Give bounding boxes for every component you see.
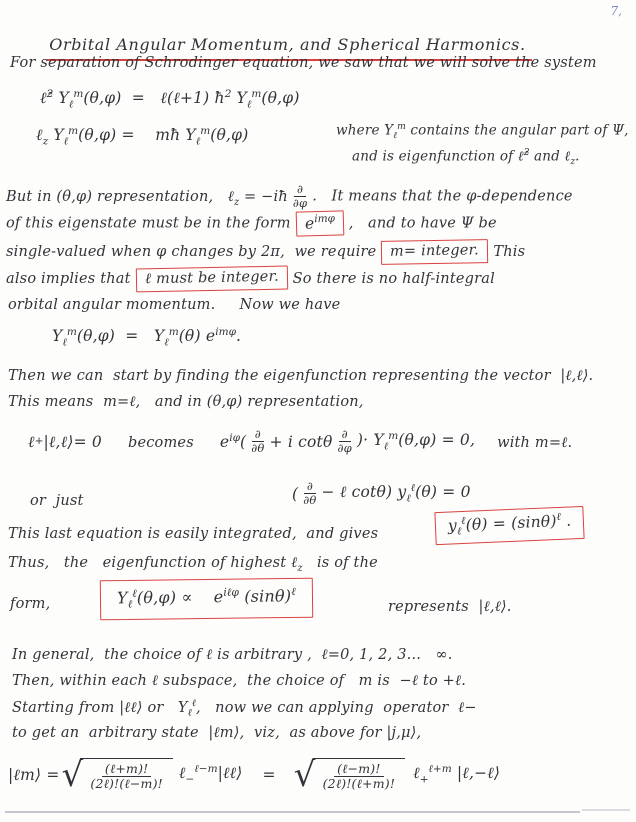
highlight-box-sin-theta: $y_\ell^\ell(\theta) = (\sin\theta)^\ell$ . [434,506,585,545]
sqrt-term-2 [293,754,405,795]
fraction-numerator: (ℓ+m)! [102,762,152,777]
sqrt-term-1 [61,754,173,795]
fraction-numerator: (ℓ−m)! [334,762,384,777]
text-segment: $e^{i\varphi}$( [219,431,247,451]
para-phi-dependence-line-5: orbital angular momentum. Now we have [8,297,341,313]
text-segment: also implies that [6,270,131,287]
highlight-box-highest-eigenfunction-wrap [95,579,318,619]
eq-l-z-note-2: and is eigenfunction of ℓ̂$^2$ and ℓ$_z$. [352,147,580,168]
text-segment: )· $Y_\ell^m(\theta,\varphi) = 0$, [356,429,476,452]
text-segment: ( [292,484,299,503]
scan-edge-line-right [582,809,630,811]
para-general-line-1: In general, the choice of ℓ is arbitrary , ℓ=0, 1, 2, 3... ∞. [12,647,453,663]
para-eigenvector-line-2: This means m=ℓ, and in (θ,φ) representation, [8,394,364,410]
fraction-denominator: ∂φ [292,196,308,211]
para-phi-dependence-line-2 [6,211,497,236]
fraction-denominator: (2ℓ)!(ℓ+m)! [322,776,396,792]
page-title: Orbital Angular Momentum, and Spherical Harmonics. [47,35,531,61]
text-segment: This [493,243,526,260]
fraction-numerator: ∂ [252,428,264,442]
para-phi-dependence-line-4 [6,267,495,291]
line-represents-ket: represents |ℓ,ℓ⟩. [388,599,512,615]
text-segment: So there is no half-integral [292,270,495,287]
text-segment: of this eigenstate must be in the form [6,215,291,232]
eq-final-op1: ℓ$_-^{\ell-m}$|ℓℓ⟩ [178,762,243,786]
fraction-numerator: ∂ [304,480,316,494]
eq-raising-row [28,428,572,455]
highlight-box-e-imphi: $e^{im\varphi}$ [295,210,344,237]
eq-raising-operator [220,428,475,455]
text-segment: , and to have Ψ be [348,215,497,232]
text-segment: . It means that the φ-dependence [312,188,573,205]
word-becomes: becomes [127,434,194,451]
intro-line: For separation of Schrodinger equation, we saw that we will solve the system [10,55,597,71]
text-segment: − ℓ cotθ) $y_\ell^\ell(\theta) = 0$ [321,481,471,504]
text-segment: single-valued when φ changes by 2π, we require [6,243,377,260]
eq-separated-form: $Y_\ell^m(\theta,\varphi) = Y_\ell^m(\theta)$ $e^{im\varphi}$. [52,326,242,349]
text-segment: + i cotθ [269,432,333,451]
page-number: 7, [610,4,622,18]
text-segment: But in (θ,φ) representation, ℓ$_z$ = −iħ [6,188,288,208]
eq-final-op2: ℓ$_+^{\ell+m}$ |ℓ,−ℓ⟩ [413,762,501,786]
highlight-box-l-integer: ℓ must be integer. [135,266,287,293]
fraction-denominator: ∂θ [303,493,317,508]
radical-sign: √ [293,754,316,795]
fraction-denominator: ∂θ [251,441,265,456]
factorial-fraction-1 [87,762,165,792]
para-general-line-4: to get an arbitrary state |ℓm⟩, viz, as above for |j,μ⟩, [12,725,422,741]
highlight-box-highest-eigenfunction: $Y_\ell^\ell(\theta,\varphi)$ ∝ $e^{i\ell\varphi}$ $(\sin\theta)^\ell$ [100,578,313,620]
condition-with-m-equals-l: with m=ℓ. [497,434,573,451]
para-phi-dependence-line-3 [6,240,525,264]
eq-final-lhs: |ℓm⟩ = [8,765,60,784]
para-eigenvector-line-1: Then we can start by finding the eigenfunction representing the vector |ℓ,ℓ⟩. [8,368,594,384]
scan-edge-line [5,811,580,813]
fraction-numerator: ∂ [294,183,306,197]
fraction-denominator: ∂φ [337,441,352,456]
word-form: form, [10,596,51,612]
factorial-fraction-2 [320,762,398,792]
highlight-box-m-integer: m= integer. [381,239,488,265]
eq-l-z-note-1: where $Y_\ell^m$ contains the angular part of Ψ, [336,121,629,142]
fraction-numerator: ∂ [339,428,351,442]
para-general-line-2: Then, within each ℓ subspace, the choice of m is −ℓ to +ℓ. [12,673,467,689]
word-or-just: or just [30,493,84,509]
partial-phi-fraction [290,183,310,210]
para-phi-dependence-line-1 [6,183,573,210]
eq-l-z: ℓ$_z$ $Y_\ell^m(\theta,\varphi)$ = mħ $Y_\ell^m(\theta,\varphi)$ [36,125,249,148]
eq-theta-only [292,480,471,507]
highlight-box-sin-theta-wrap [430,509,589,542]
fraction-denominator: (2ℓ)!(ℓ−m)! [90,776,163,792]
para-general-line-3: Starting from |ℓℓ⟩ or $Y_\ell^\ell$, now we can applying operator ℓ− [12,698,477,719]
eq-lowering-result [8,754,501,795]
eq-l-squared: ℓ̂$^2$ $Y_\ell^m(\theta,\varphi)$ = ℓ(ℓ+1) $ħ^2$ $Y_\ell^m(\theta,\varphi)$ [40,88,300,111]
eq-raising-lhs: ℓ + |ℓ,ℓ⟩= 0 [28,432,102,451]
line-highest-lz: Thus, the eigenfunction of highest ℓ$_z$ is of the [8,555,378,574]
equals-sign: = [262,765,276,784]
partial-theta-fraction [300,480,319,507]
line-easily-integrated: This last equation is easily integrated, and gives [8,526,379,542]
partial-phi-fraction [335,428,355,455]
partial-theta-fraction [248,428,267,455]
radical-sign: √ [61,754,84,795]
